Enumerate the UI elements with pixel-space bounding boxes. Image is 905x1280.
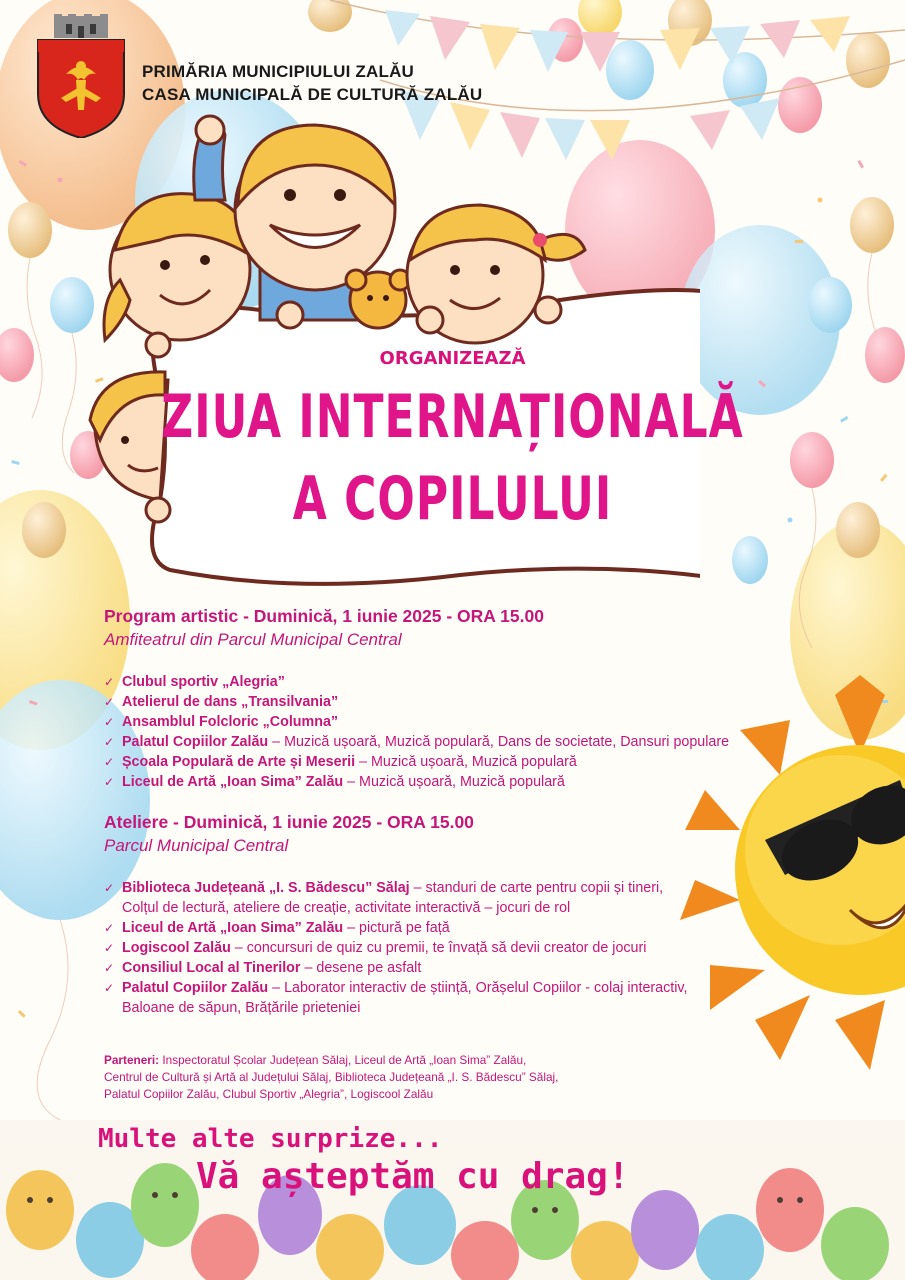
header-institution-line: CASA MUNICIPALĂ DE CULTURĂ ZALĂU bbox=[142, 85, 483, 104]
list-item bbox=[104, 752, 744, 772]
footer-invitation: Vă așteptăm cu drag! bbox=[196, 1156, 630, 1197]
header-institution-line: PRIMĂRIA MUNICIPIULUI ZALĂU bbox=[142, 62, 415, 81]
check-icon: ✓ bbox=[104, 695, 115, 709]
item-organization: Atelierul de dans „Transilvania” bbox=[122, 694, 339, 710]
kid-face-left bbox=[104, 194, 250, 340]
organizer-label: ORGANIZEAZĂ bbox=[379, 348, 526, 369]
list-item bbox=[104, 772, 744, 792]
item-organization: Ansamblul Folcloric „Columna” bbox=[122, 714, 339, 730]
check-icon: ✓ bbox=[104, 715, 115, 729]
list-item bbox=[104, 978, 744, 1018]
check-icon: ✓ bbox=[104, 735, 115, 749]
item-description: – Muzică ușoară, Muzică populară, Dans de societate, Dansuri populare bbox=[268, 734, 730, 750]
item-description-continued: Colțul de lectură, ateliere de creație, activitate interactivă – jocuri de rol bbox=[122, 900, 571, 916]
item-description: – pictură pe față bbox=[343, 920, 450, 936]
item-description: – Laborator interactiv de știință, Orășelul Copiilor - colaj interactiv, bbox=[268, 980, 688, 996]
list-item bbox=[104, 672, 744, 692]
item-organization: Liceul de Artă „Ioan Sima” Zalău bbox=[122, 774, 344, 790]
check-icon: ✓ bbox=[104, 921, 115, 935]
check-icon: ✓ bbox=[104, 755, 115, 769]
item-organization: Logiscool Zalău bbox=[122, 940, 231, 956]
item-description-continued: Baloane de săpun, Brățările prieteniei bbox=[122, 1000, 361, 1016]
list-item bbox=[104, 938, 744, 958]
check-icon: ✓ bbox=[104, 675, 115, 689]
list-item bbox=[104, 958, 744, 978]
list-item bbox=[104, 878, 744, 918]
item-description: – desene pe asfalt bbox=[300, 960, 422, 976]
partners-line: Centrul de Cultură și Artă al Județului Sălaj, Biblioteca Județeană „I. S. Bădescu” Sălaj, bbox=[104, 1070, 559, 1084]
partners-line: Palatul Copiilor Zalău, Clubul Sportiv „Alegria”, Logiscool Zalău bbox=[104, 1087, 434, 1101]
item-organization: Școala Populară de Arte și Meserii bbox=[122, 754, 356, 770]
program-location: Amfiteatrul din Parcul Municipal Central bbox=[104, 630, 402, 649]
workshops-section bbox=[104, 810, 744, 1018]
list-item bbox=[104, 712, 744, 732]
footer-surprises: Multe alte surprize... bbox=[98, 1124, 443, 1154]
program-title: Program artistic - Duminică, 1 iunie 2025 - ORA 15.00 bbox=[104, 606, 544, 626]
event-title: A COPILULUI bbox=[292, 465, 613, 534]
item-description: – standuri de carte pentru copii și tineri, bbox=[409, 880, 664, 896]
item-organization: Consiliul Local al Tinerilor bbox=[122, 960, 301, 976]
item-organization: Palatul Copiilor Zalău bbox=[122, 980, 269, 996]
item-organization: Liceul de Artă „Ioan Sima” Zalău bbox=[122, 920, 344, 936]
item-organization: Palatul Copiilor Zalău bbox=[122, 734, 269, 750]
check-icon: ✓ bbox=[104, 961, 115, 975]
item-description: – concursuri de quiz cu premii, te învață să devii creator de jocuri bbox=[230, 940, 647, 956]
program-section bbox=[104, 604, 744, 792]
workshops-title: Ateliere - Duminică, 1 iunie 2025 - ORA 15.00 bbox=[104, 812, 474, 832]
item-description: – Muzică ușoară, Muzică populară bbox=[343, 774, 565, 790]
check-icon: ✓ bbox=[104, 981, 115, 995]
program-list bbox=[104, 672, 744, 792]
workshops-location: Parcul Municipal Central bbox=[104, 836, 289, 855]
list-item bbox=[104, 692, 744, 712]
partners-block bbox=[104, 1052, 624, 1103]
check-icon: ✓ bbox=[104, 881, 115, 895]
list-item bbox=[104, 732, 744, 752]
partners-label: Parteneri: bbox=[104, 1053, 160, 1067]
list-item bbox=[104, 918, 744, 938]
check-icon: ✓ bbox=[104, 941, 115, 955]
event-title: ZIUA INTERNAȚIONALĂ bbox=[161, 383, 744, 452]
workshops-list bbox=[104, 878, 744, 1018]
item-description: – Muzică ușoară, Muzică populară bbox=[355, 754, 577, 770]
item-organization: Biblioteca Județeană „I. S. Bădescu” Sălaj bbox=[122, 880, 410, 896]
check-icon: ✓ bbox=[104, 775, 115, 789]
partners-line: Inspectoratul Școlar Județean Sălaj, Liceul de Artă „Ioan Sima” Zalău, bbox=[159, 1053, 527, 1067]
item-organization: Clubul sportiv „Alegria” bbox=[122, 674, 285, 690]
